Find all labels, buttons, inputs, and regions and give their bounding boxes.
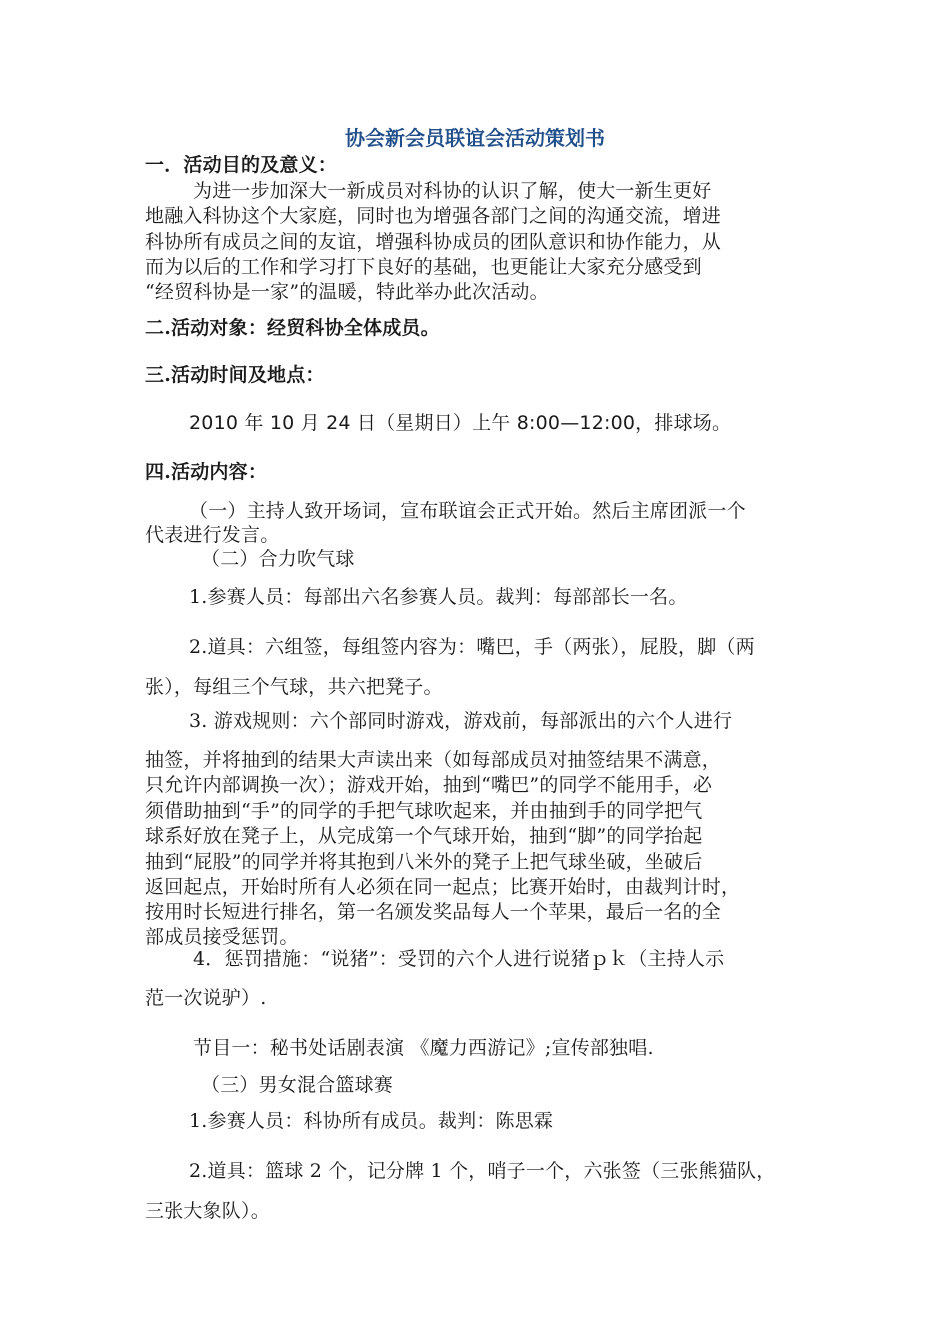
paragraph-line: 张），每组三个气球，共六把凳子。 — [145, 676, 443, 698]
paragraph-line: 返回起点，开始时所有人必须在同一起点；比赛开始时，由裁判计时， — [145, 876, 741, 898]
paragraph-line: 2.道具：六组签，每组签内容为：嘴巴，手（两张），屁股，脚（两 — [189, 636, 755, 658]
subsection-heading: （二）合力吹气球 — [201, 548, 355, 570]
paragraph-line: “经贸科协是一家”的温暖，特此举办此次活动。 — [145, 281, 549, 303]
paragraph-line: 只允许内部调换一次）；游戏开始，抽到“嘴巴”的同学不能用手，必 — [145, 774, 713, 796]
paragraph-line: （一）主持人致开场词，宣布联谊会正式开始。然后主席团派一个 — [189, 500, 746, 522]
section-heading: 四.活动内容： — [145, 461, 268, 483]
section-heading: 二.活动对象：经贸科协全体成员。 — [145, 317, 440, 339]
paragraph-line: 须借助抽到“手”的同学的手把气球吹起来，并由抽到手的同学把气 — [145, 800, 703, 822]
paragraph-line: 2010 年 10 月 24 日（星期日）上午 8:00—12:00，排球场。 — [189, 412, 732, 434]
paragraph-line: 而为以后的工作和学习打下良好的基础，也更能让大家充分感受到 — [145, 256, 702, 278]
paragraph-line: 2.道具：篮球 2 个，记分牌 1 个，哨子一个，六张签（三张熊猫队， — [189, 1160, 776, 1182]
paragraph-line: 1.参赛人员：每部出六名参赛人员。裁判：每部部长一名。 — [189, 586, 688, 608]
paragraph-line: 三张大象队）。 — [145, 1200, 270, 1222]
paragraph-line: 抽签，并将抽到的结果大声读出来（如每部成员对抽签结果不满意， — [145, 749, 722, 771]
paragraph-line: 4．惩罚措施：“说猪”：受罚的六个人进行说猪ｐｋ（主持人示 — [193, 948, 725, 970]
paragraph-line: 地融入科协这个大家庭，同时也为增强各部门之间的沟通交流，增进 — [145, 205, 722, 227]
paragraph-line: 为进一步加深大一新成员对科协的认识了解，使大一新生更好 — [193, 180, 712, 202]
paragraph-line: 球系好放在凳子上，从完成第一个气球开始，抽到“脚”的同学抬起 — [145, 825, 703, 847]
paragraph-line: 范一次说驴）. — [145, 987, 267, 1009]
document-title: 协会新会员联谊会活动策划书 — [345, 126, 605, 150]
paragraph-line: 按用时长短进行排名，第一名颁发奖品每人一个苹果，最后一名的全 — [145, 901, 722, 923]
paragraph-line: 节目一：秘书处话剧表演 《魔力西游记》;宣传部独唱. — [193, 1037, 654, 1059]
section-heading: 三.活动时间及地点： — [145, 364, 325, 386]
paragraph-line: 3. 游戏规则：六个部同时游戏，游戏前，每部派出的六个人进行 — [189, 710, 733, 732]
paragraph-line: 抽到“屁股”的同学并将其抱到八米外的凳子上把气球坐破，坐破后 — [145, 851, 703, 873]
paragraph-line: 科协所有成员之间的友谊，增强科协成员的团队意识和协作能力，从 — [145, 231, 722, 253]
section-heading: 一．活动目的及意义： — [145, 154, 338, 176]
paragraph-line: 代表进行发言。 — [145, 524, 280, 546]
paragraph-line: 1.参赛人员：科协所有成员。裁判：陈思霖 — [189, 1110, 554, 1132]
paragraph-line: 部成员接受惩罚。 — [145, 926, 299, 948]
subsection-heading: （三）男女混合篮球赛 — [201, 1074, 394, 1096]
